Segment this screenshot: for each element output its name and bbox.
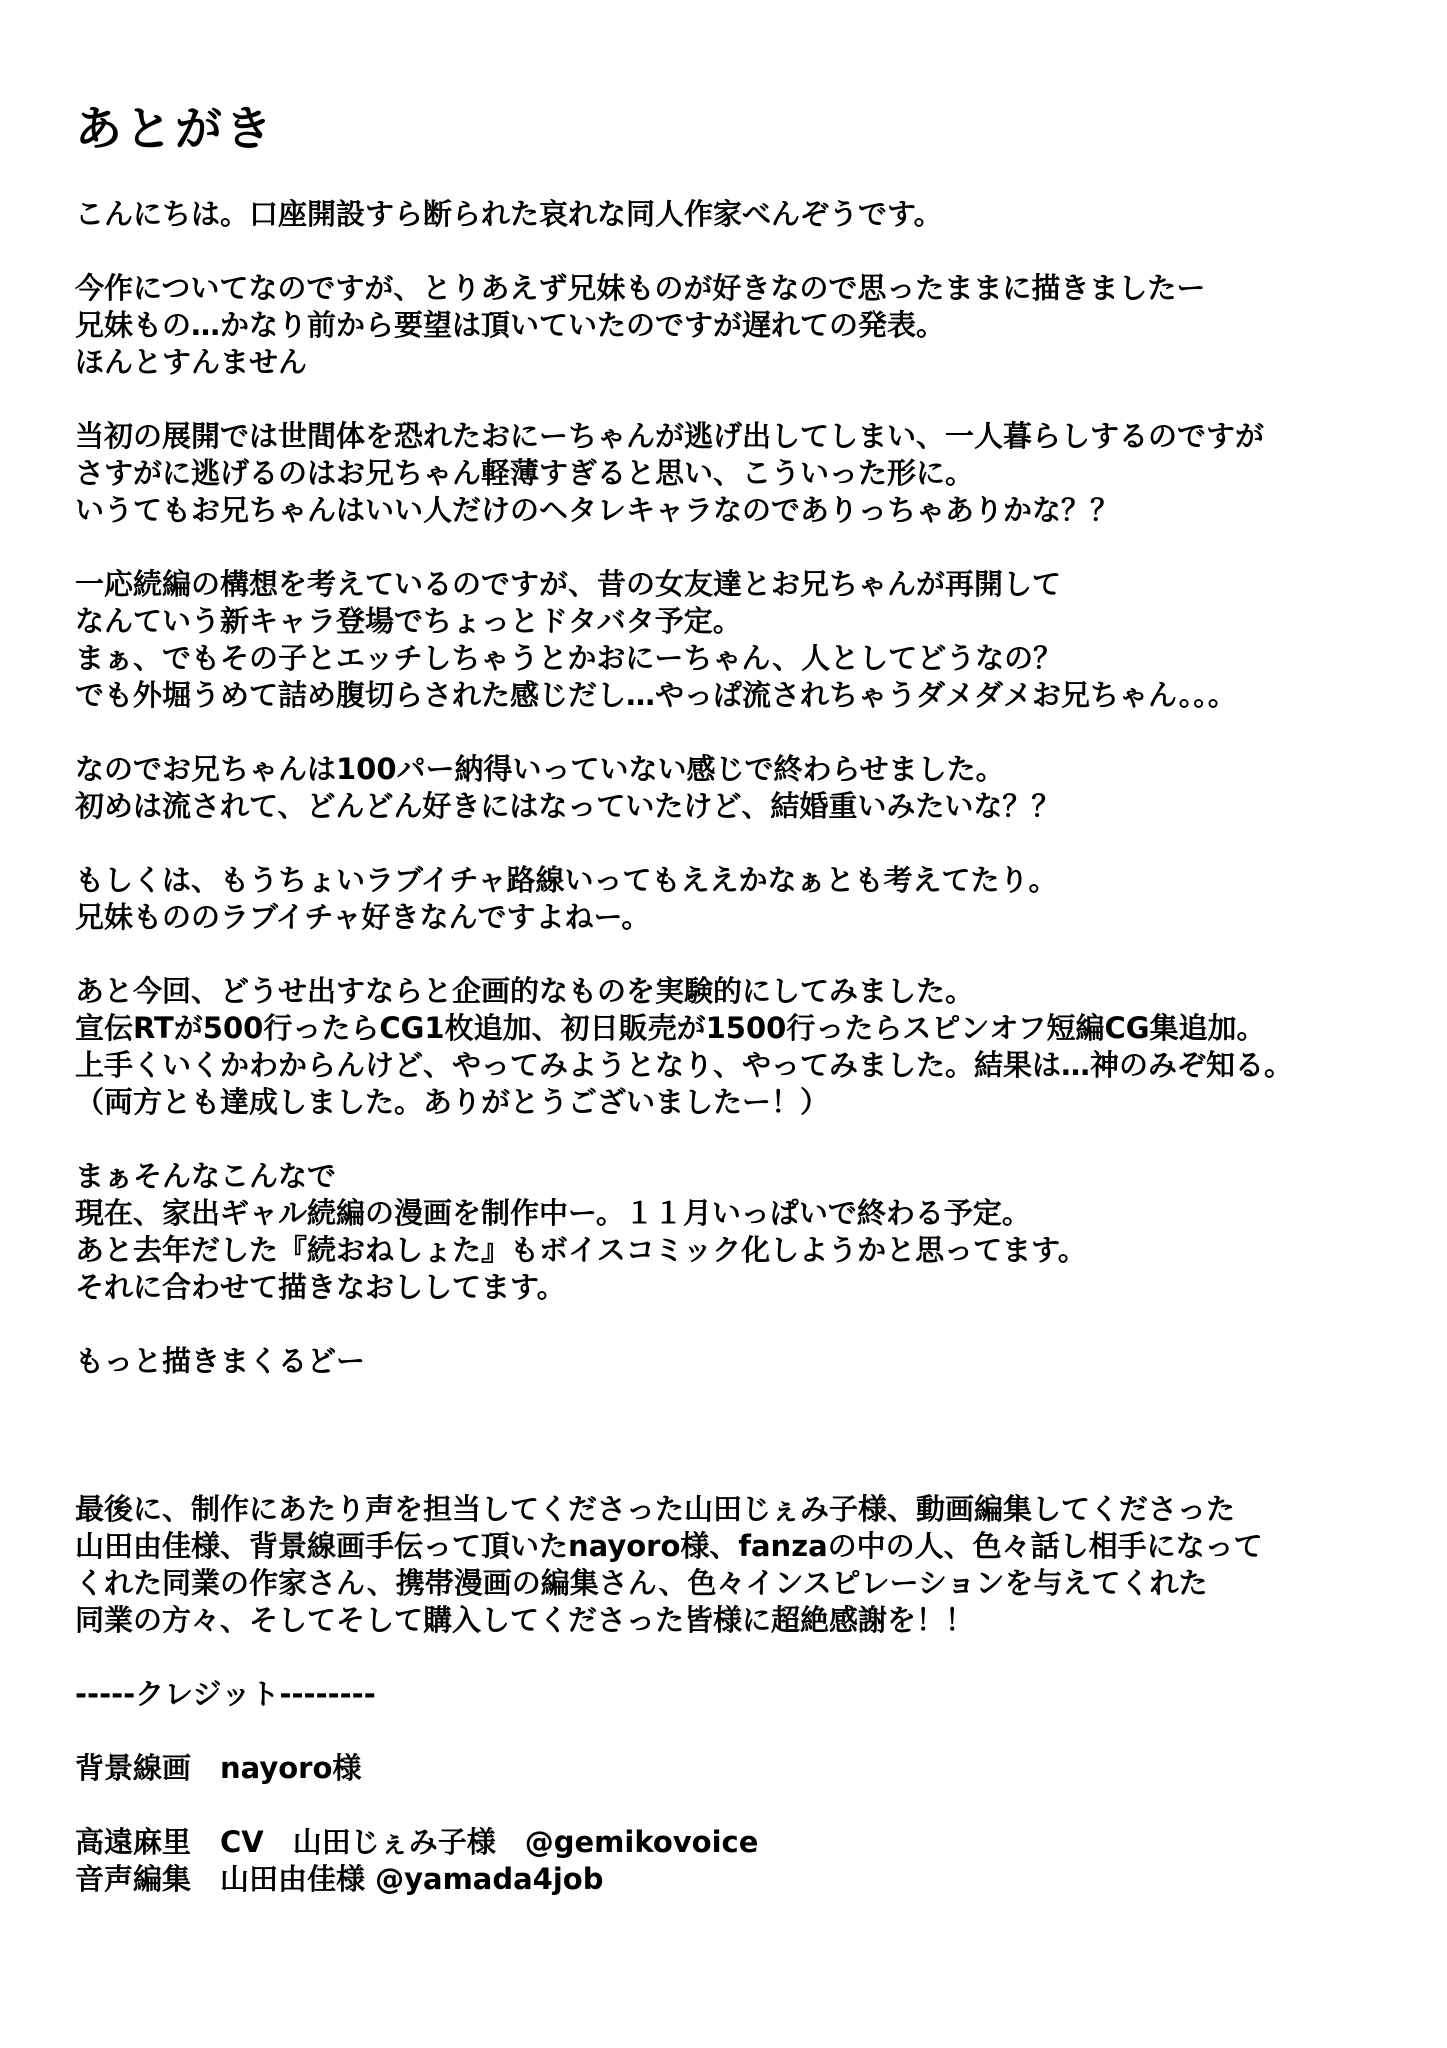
- text-line: （両方とも達成しました。ありがとうございましたー！）: [75, 1085, 830, 1119]
- credits-header: -----クレジット--------: [75, 1677, 376, 1711]
- paragraph-about-work: [75, 270, 1415, 381]
- text-line: ほんとすんません: [75, 345, 308, 379]
- text-line: まぁ、でもその子とエッチしちゃうとかおにーちゃん、人としてどうなの？: [75, 641, 1063, 675]
- text-line: あと去年だした『続おねしょた』もボイスコミック化しようかと思ってます。: [75, 1233, 1087, 1267]
- text-line: 兄妹もの…かなり前から要望は頂いていたのですが遅れての発表。: [75, 308, 946, 342]
- paragraph-thanks: [75, 1491, 1415, 1639]
- paragraph-greeting: [75, 196, 1415, 233]
- text-line: なのでお兄ちゃんは100パー納得いっていない感じで終わらせました。: [75, 752, 1005, 786]
- text-line: まぁそんなこんなで: [75, 1159, 337, 1193]
- spacer: [75, 1417, 1415, 1491]
- text-line: 一応続編の構想を考えているのですが、昔の女友達とお兄ちゃんが再開して: [75, 567, 1062, 601]
- paragraph-experiment: [75, 973, 1415, 1121]
- text-line: くれた同業の作家さん、携帯漫画の編集さん、色々インスピレーションを与えてくれた: [75, 1566, 1208, 1600]
- text-line: 最後に、制作にあたり声を担当してくださった山田じぇみ子様、動画編集してくださった: [75, 1492, 1236, 1526]
- text-line: もしくは、もうちょいラブイチャ路線いってもええかなぁとも考えてたり。: [75, 863, 1058, 897]
- credit-voice: 高遠麻里 CV 山田じぇみ子様 @gemikovoice: [75, 1825, 759, 1859]
- paragraph-ending: [75, 751, 1415, 825]
- paragraph-current-work: [75, 1158, 1415, 1306]
- text-line: 同業の方々、そしてそして購入してくださった皆様に超絶感謝を！！: [75, 1603, 975, 1637]
- text-line: でも外堀うめて詰め腹切らされた感じだし…やっぱ流されちゃうダメダメお兄ちゃん。。。: [75, 678, 1237, 712]
- page-title: あとがき: [75, 102, 275, 157]
- text-line: さすがに逃げるのはお兄ちゃん軽薄すぎると思い、こういった形に。: [75, 456, 975, 490]
- text-line: それに合わせて描きなおししてます。: [75, 1270, 566, 1304]
- text-line: こんにちは。口座開設すら断られた哀れな同人作家べんぞうです。: [75, 197, 943, 231]
- paragraph-sequel: [75, 566, 1415, 714]
- text-line: なんていう新キャラ登場でちょっとドタバタ予定。: [75, 604, 742, 638]
- text-line: いうてもお兄ちゃんはいい人だけのヘタレキャラなのでありっちゃありかな？？: [75, 493, 1120, 527]
- text-line: 今作についてなのですが、とりあえず兄妹ものが好きなので思ったままに描きましたー: [75, 271, 1206, 305]
- credits-section: [75, 1676, 1415, 1898]
- text-line: 当初の展開では世間体を恐れたおにーちゃんが逃げ出してしまい、一人暮らしするのですが: [75, 419, 1265, 453]
- text-line: 上手くいくかわからんけど、やってみようとなり、やってみました。結果は…神のみぞ知る。: [75, 1048, 1294, 1082]
- text-line: 宣伝RTが500行ったらCG1枚追加、初日販売が1500行ったらスピンオフ短編CG集追加。: [75, 1011, 1266, 1045]
- credit-audio-edit: 音声編集 山田由佳様 @yamada4job: [75, 1862, 604, 1896]
- paragraph-alternative: [75, 862, 1415, 936]
- text-line: もっと描きまくるどー: [75, 1344, 366, 1378]
- paragraph-closing: [75, 1343, 1415, 1380]
- credit-background-art: 背景線画 nayoro様: [75, 1751, 362, 1785]
- text-line: 兄妹もののラブイチャ好きなんですよねー。: [75, 900, 651, 934]
- paragraph-initial-plan: [75, 418, 1415, 529]
- afterword-page: [75, 100, 1415, 1935]
- text-line: 山田由佳様、背景線画手伝って頂いたnayoro様、fanzaの中の人、色々話し相手になって: [75, 1529, 1263, 1563]
- text-line: 初めは流されて、どんどん好きにはなっていたけど、結婚重いみたいな？？: [75, 789, 1061, 823]
- text-line: あと今回、どうせ出すならと企画的なものを実験的にしてみました。: [75, 974, 975, 1008]
- text-line: 現在、家出ギャル続編の漫画を制作中ー。１１月いっぱいで終わる予定。: [75, 1196, 1031, 1230]
